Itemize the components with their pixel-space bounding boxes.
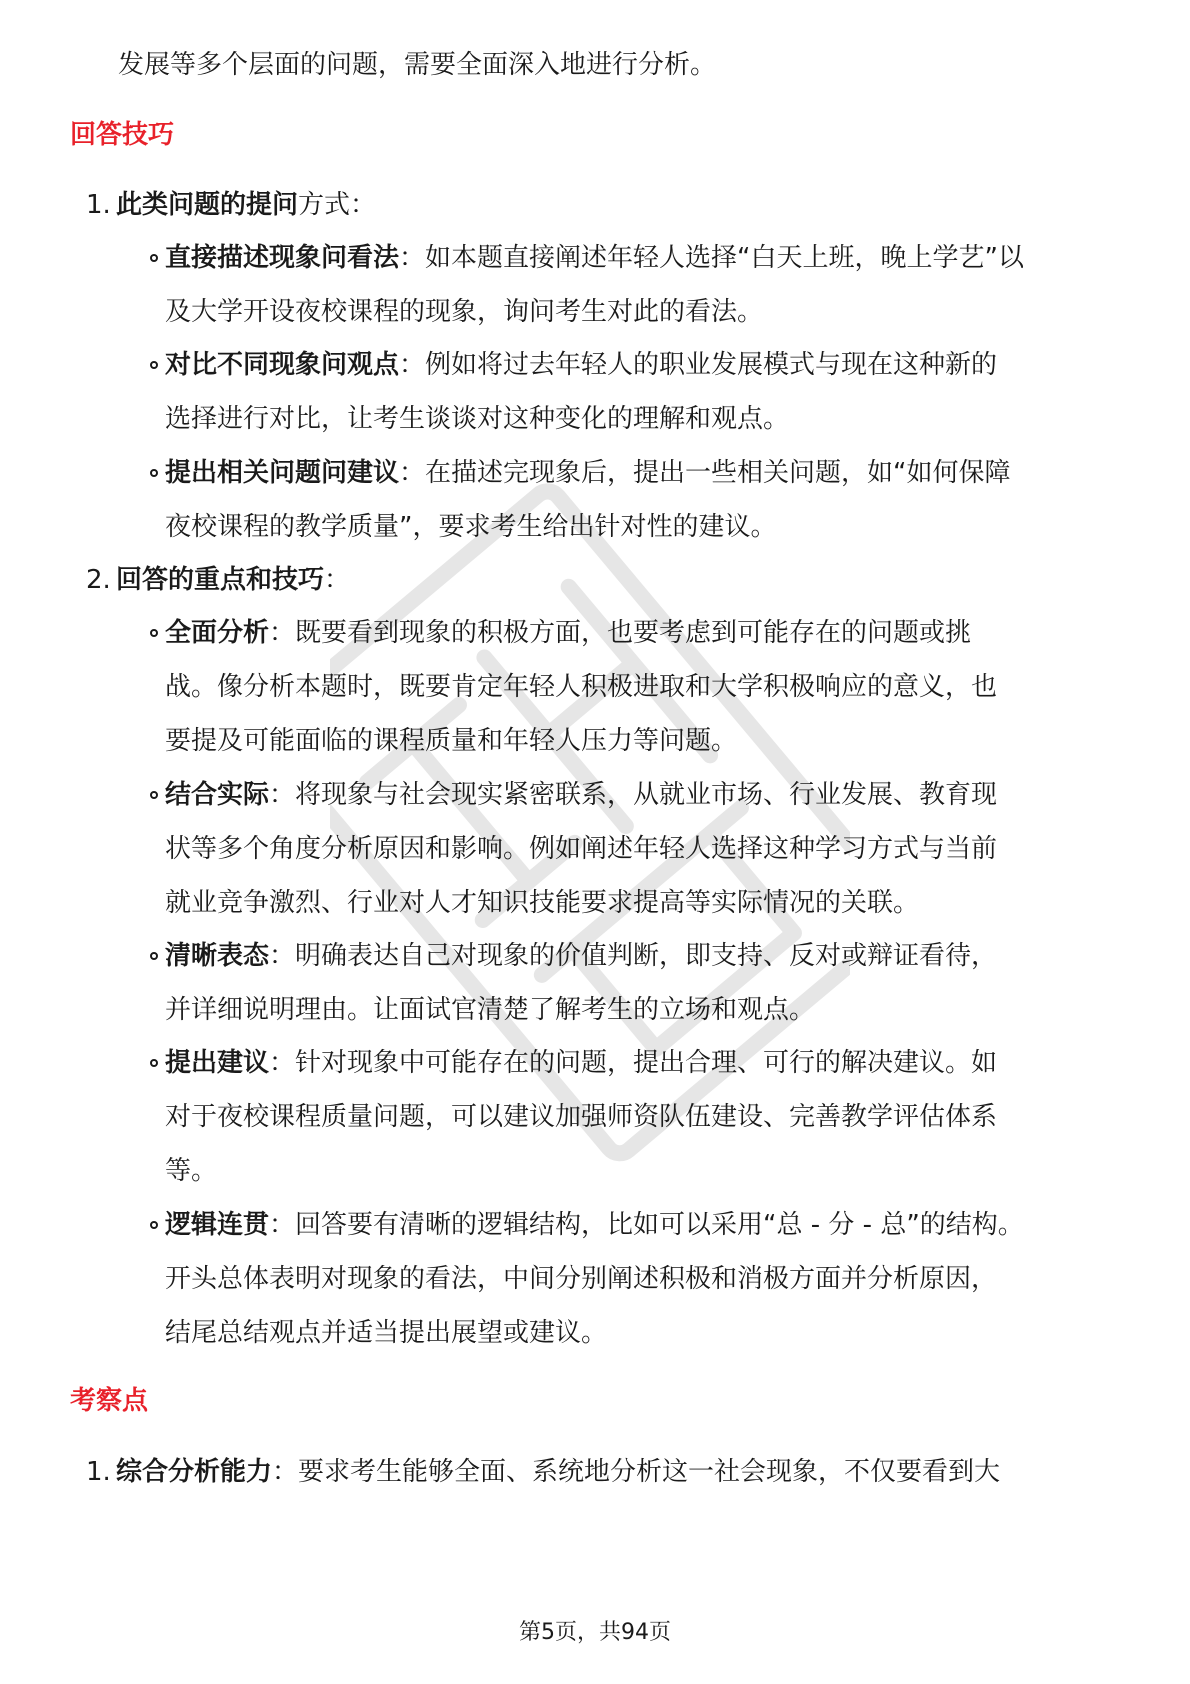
sub-item-line: 清晰表态：明确表达自己对现象的价值判断，即支持、反对或辩证看待， [165, 941, 998, 971]
bullet-icon [150, 1059, 158, 1067]
sub-item-line: 选择进行对比，让考生谈谈对这种变化的理解和观点。 [165, 404, 790, 434]
list-item-label: 综合分析能力：要求考生能够全面、系统地分析这一社会现象，不仅要看到大 [116, 1457, 1001, 1487]
sub-item-line: 直接描述现象问看法：如本题直接阐述年轻人选择“白天上班，晚上学艺”以 [165, 243, 1024, 273]
list-number: 2. [86, 565, 111, 595]
sub-item-line: 对于夜校课程质量问题，可以建议加强师资队伍建设、完善教学评估体系 [165, 1102, 998, 1132]
section-heading-answer-tips: 回答技巧 [70, 120, 175, 150]
sub-item-line: 全面分析：既要看到现象的积极方面，也要考虑到可能存在的问题或挑 [165, 618, 972, 648]
bullet-icon [150, 254, 158, 262]
sub-item-line: 结尾总结观点并适当提出展望或建议。 [165, 1318, 608, 1348]
bullet-icon [150, 1221, 158, 1229]
sub-item-line: 开头总体表明对现象的看法，中间分别阐述积极和消极方面并分析原因， [165, 1264, 998, 1294]
sub-item-line: 就业竞争激烈、行业对人才知识技能要求提高等实际情况的关联。 [165, 888, 920, 918]
sub-item-line: 逻辑连贯：回答要有清晰的逻辑结构，比如可以采用“总 - 分 - 总”的结构。 [165, 1210, 1024, 1240]
sub-item-line: 要提及可能面临的课程质量和年轻人压力等问题。 [165, 726, 738, 756]
sub-item-line: 状等多个角度分析原因和影响。例如阐述年轻人选择这种学习方式与当前 [165, 834, 998, 864]
list-item-label: 此类问题的提问方式： [116, 190, 377, 220]
sub-item-line: 对比不同现象问观点：例如将过去年轻人的职业发展模式与现在这种新的 [165, 350, 998, 380]
sub-item-line: 夜校课程的教学质量”，要求考生给出针对性的建议。 [165, 512, 777, 542]
bullet-icon [150, 629, 158, 637]
sub-item-line: 等。 [165, 1156, 218, 1186]
bullet-icon [150, 469, 158, 477]
list-number: 1. [86, 1457, 111, 1487]
sub-item-line: 提出建议：针对现象中可能存在的问题，提出合理、可行的解决建议。如 [165, 1048, 998, 1078]
sub-item-line: 提出相关问题问建议：在描述完现象后，提出一些相关问题，如“如何保障 [165, 458, 1011, 488]
bullet-icon [150, 952, 158, 960]
list-item-label: 回答的重点和技巧： [116, 565, 351, 595]
sub-item-line: 结合实际：将现象与社会现实紧密联系，从就业市场、行业发展、教育现 [165, 780, 998, 810]
list-number: 1. [86, 190, 111, 220]
continuation-text: 发展等多个层面的问题，需要全面深入地进行分析。 [118, 50, 717, 80]
sub-item-line: 及大学开设夜校课程的现象，询问考生对此的看法。 [165, 297, 764, 327]
page-number-footer: 第5页，共94页 [519, 1620, 671, 1645]
section-heading-assessment-points: 考察点 [70, 1386, 149, 1416]
bullet-icon [150, 791, 158, 799]
sub-item-line: 并详细说明理由。让面试官清楚了解考生的立场和观点。 [165, 995, 816, 1025]
bullet-icon [150, 361, 158, 369]
sub-item-line: 战。像分析本题时，既要肯定年轻人积极进取和大学积极响应的意义，也 [165, 672, 998, 702]
